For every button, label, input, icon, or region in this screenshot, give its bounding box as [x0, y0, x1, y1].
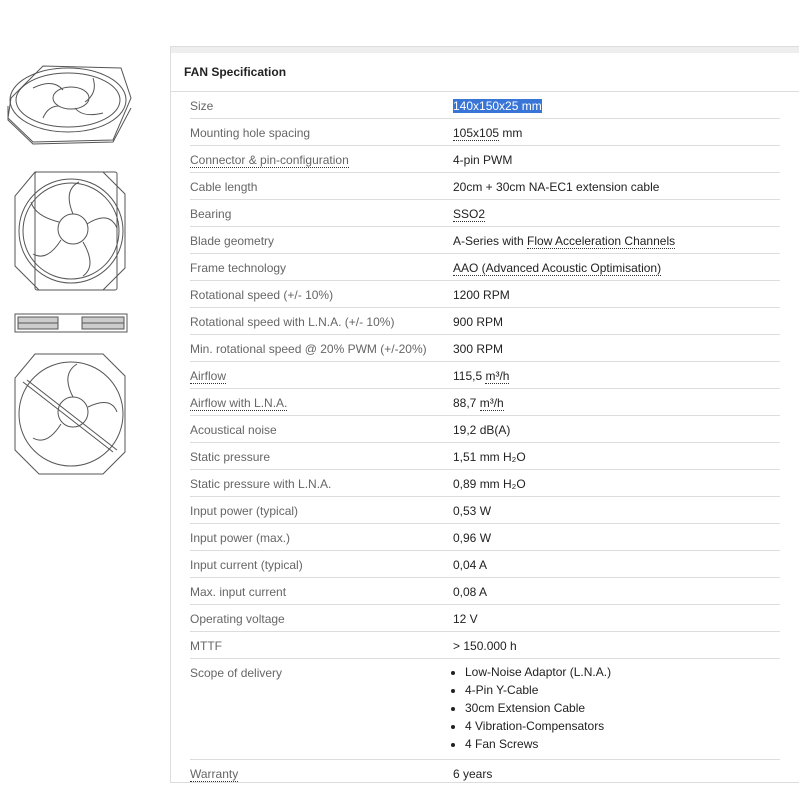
- spec-value: 1,51 mm H₂O: [453, 450, 526, 464]
- spec-label-cell: [190, 551, 453, 577]
- spec-label: Frame technology: [190, 261, 287, 275]
- spec-label: Mounting hole spacing: [190, 126, 311, 140]
- spec-value: A-Series with: [453, 234, 528, 248]
- spec-label-cell: [190, 173, 453, 199]
- spec-label-cell: [190, 760, 453, 786]
- spec-label-cell: [190, 227, 453, 253]
- spec-value-cell: [453, 389, 780, 415]
- spec-value-cell: [453, 281, 780, 307]
- fan-perspective-image[interactable]: [3, 58, 133, 148]
- spec-row: [190, 524, 780, 551]
- spec-label: Input current (typical): [190, 558, 303, 572]
- spec-value: 0,89 mm H₂O: [453, 477, 526, 491]
- spec-label: Acoustical noise: [190, 423, 277, 437]
- spec-label: Input power (max.): [190, 531, 291, 545]
- spec-row: [190, 92, 780, 119]
- delivery-item: • 4 Fan Screws: [465, 735, 780, 753]
- spec-label: Cable length: [190, 180, 258, 194]
- spec-label-cell: [190, 335, 453, 361]
- spec-label-cell: [190, 605, 453, 631]
- spec-value: 0,96 W: [453, 531, 492, 545]
- spec-value-cell: [453, 524, 780, 550]
- spec-value[interactable]: 140x150x25 mm: [453, 99, 542, 113]
- spec-row: [190, 389, 780, 416]
- spec-value-cell: [453, 443, 780, 469]
- spec-label-cell: [190, 389, 453, 415]
- spec-label: Static pressure: [190, 450, 271, 464]
- fan-specification-panel: [170, 46, 799, 783]
- spec-label-cell: [190, 659, 453, 759]
- spec-row: [190, 308, 780, 335]
- spec-row: [190, 281, 780, 308]
- spec-value-cell: [453, 173, 780, 199]
- delivery-item: • 4-Pin Y-Cable: [465, 681, 780, 699]
- spec-row: [190, 335, 780, 362]
- spec-label-cell: [190, 200, 453, 226]
- spec-row: [190, 632, 780, 659]
- spec-label: Rotational speed with L.N.A. (+/- 10%): [190, 315, 395, 329]
- fan-side-image[interactable]: [14, 312, 128, 334]
- spec-row: [190, 146, 780, 173]
- spec-label[interactable]: Warranty: [190, 767, 239, 781]
- spec-value-cell: [453, 92, 780, 118]
- spec-value-cell: [453, 254, 780, 280]
- spec-value-cell: [453, 227, 780, 253]
- spec-value: 1200 RPM: [453, 288, 510, 302]
- spec-label[interactable]: Airflow: [190, 369, 227, 383]
- spec-value-cell: [453, 760, 780, 786]
- spec-row: [190, 443, 780, 470]
- spec-row: [190, 760, 780, 786]
- spec-label-cell: [190, 119, 453, 145]
- spec-row: [190, 659, 780, 760]
- spec-label-cell: [190, 92, 453, 118]
- spec-value-cell: [453, 578, 780, 604]
- spec-row: [190, 200, 780, 227]
- panel-title: FAN Specification: [171, 53, 799, 92]
- fan-back-image[interactable]: [13, 352, 129, 476]
- spec-value: 12 V: [453, 612, 478, 626]
- spec-value: 900 RPM: [453, 315, 504, 329]
- spec-row: [190, 227, 780, 254]
- spec-row: [190, 605, 780, 632]
- spec-value-cell: [453, 659, 780, 759]
- spec-row: [190, 470, 780, 497]
- spec-label-cell: [190, 254, 453, 280]
- spec-row: [190, 551, 780, 578]
- spec-row: [190, 497, 780, 524]
- spec-table: [190, 92, 780, 786]
- spec-label: Bearing: [190, 207, 232, 221]
- spec-value: > 150.000 h: [453, 639, 517, 653]
- spec-row: [190, 416, 780, 443]
- spec-row: [190, 254, 780, 281]
- spec-value: 0,08 A: [453, 585, 488, 599]
- spec-value: 300 RPM: [453, 342, 504, 356]
- spec-row: [190, 173, 780, 200]
- spec-value-cell: [453, 605, 780, 631]
- spec-value-cell: [453, 632, 780, 658]
- spec-value-cell: [453, 335, 780, 361]
- delivery-item: • Low-Noise Adaptor (L.N.A.): [465, 663, 780, 681]
- spec-value-cell: [453, 200, 780, 226]
- delivery-item: • 30cm Extension Cable: [465, 699, 780, 717]
- spec-value-cell: [453, 362, 780, 388]
- spec-value-tooltip-link[interactable]: m³/h: [479, 396, 504, 410]
- spec-value: 6 years: [453, 767, 493, 781]
- spec-value: 0,04 A: [453, 558, 488, 572]
- spec-label-cell: [190, 362, 453, 388]
- spec-label-cell: [190, 524, 453, 550]
- spec-label-cell: [190, 416, 453, 442]
- spec-value-cell: [453, 497, 780, 523]
- spec-label-cell: [190, 443, 453, 469]
- delivery-item: • 4 Vibration-Compensators: [465, 717, 780, 735]
- spec-value-cell: [453, 416, 780, 442]
- spec-row: [190, 119, 780, 146]
- spec-row: [190, 362, 780, 389]
- spec-label: Operating voltage: [190, 612, 285, 626]
- spec-label-cell: [190, 578, 453, 604]
- spec-label: Max. input current: [190, 585, 287, 599]
- spec-value: 115,5: [453, 369, 486, 383]
- spec-value: 4-pin PWM: [453, 153, 513, 167]
- spec-label-cell: [190, 497, 453, 523]
- spec-label: Scope of delivery: [190, 666, 283, 680]
- spec-label: Size: [190, 99, 214, 113]
- spec-value-tooltip-link[interactable]: AAO (Advanced Acoustic Optimisation): [453, 261, 662, 275]
- spec-value: 88,7: [453, 396, 480, 410]
- spec-value-cell: [453, 470, 780, 496]
- spec-value-tooltip-link[interactable]: 105x105: [453, 126, 500, 140]
- spec-label-cell: [190, 146, 453, 172]
- fan-front-image[interactable]: [13, 170, 129, 292]
- spec-label: Input power (typical): [190, 504, 299, 518]
- spec-label-cell: [190, 470, 453, 496]
- spec-label: Blade geometry: [190, 234, 275, 248]
- spec-value: 19,2 dB(A): [453, 423, 511, 437]
- spec-value-tooltip-link[interactable]: SSO2: [453, 207, 486, 221]
- spec-value-cell: [453, 308, 780, 334]
- spec-label[interactable]: Airflow with L.N.A.: [190, 396, 288, 410]
- spec-label: Min. rotational speed @ 20% PWM (+/-20%): [190, 342, 427, 356]
- spec-label-cell: [190, 308, 453, 334]
- spec-label-cell: [190, 281, 453, 307]
- spec-label[interactable]: Connector & pin-configuration: [190, 153, 349, 167]
- spec-label-cell: [190, 632, 453, 658]
- spec-value: mm: [499, 126, 523, 140]
- spec-value-tooltip-link[interactable]: m³/h: [485, 369, 510, 383]
- spec-value: 0,53 W: [453, 504, 492, 518]
- delivery-list: [453, 663, 780, 759]
- spec-label: Rotational speed (+/- 10%): [190, 288, 334, 302]
- spec-value: 20cm + 30cm NA-EC1 extension cable: [453, 180, 660, 194]
- spec-value-cell: [453, 551, 780, 577]
- spec-label: MTTF: [190, 639, 222, 653]
- spec-value-cell: [453, 146, 780, 172]
- spec-row: [190, 578, 780, 605]
- spec-label: Static pressure with L.N.A.: [190, 477, 332, 491]
- spec-value-cell: [453, 119, 780, 145]
- spec-value-tooltip-link[interactable]: Flow Acceleration Channels: [527, 234, 676, 248]
